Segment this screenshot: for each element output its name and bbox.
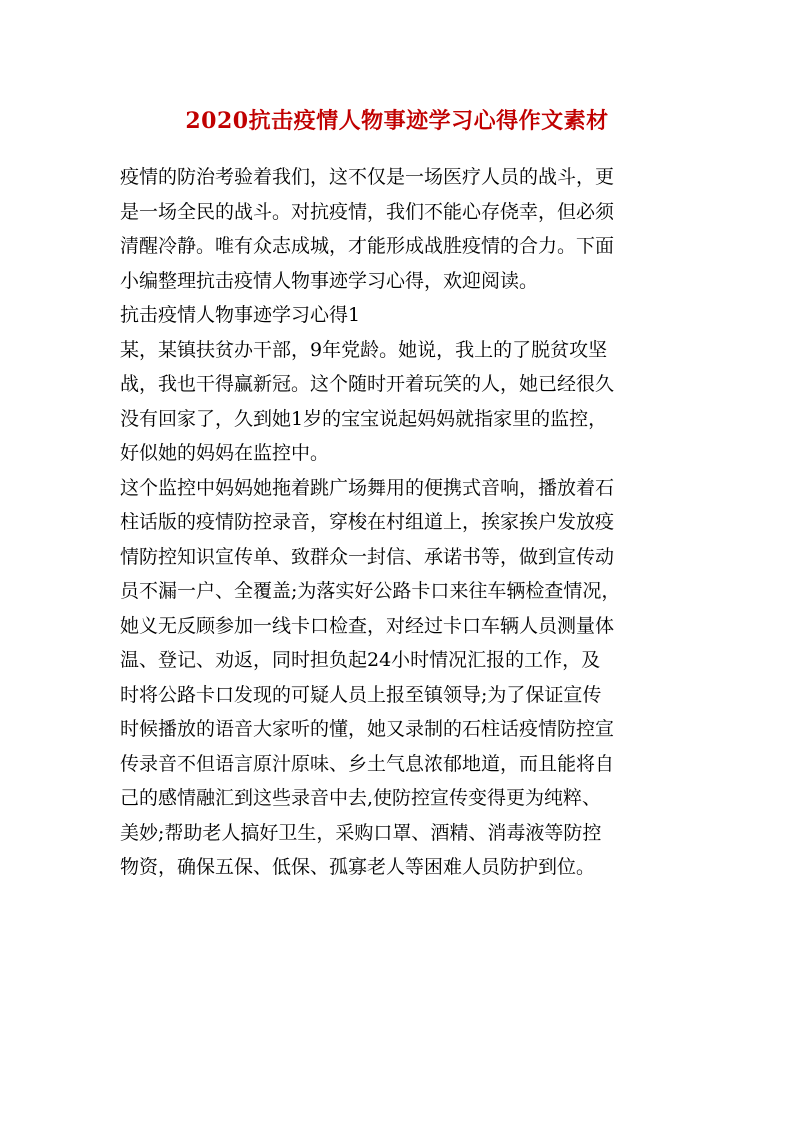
text-line: 她义无反顾参加一线卡口检查，对经过卡口车辆人员测量体: [120, 614, 615, 637]
text-line: 是一场全民的战斗。对抗疫情，我们不能心存侥幸，但必须: [120, 200, 615, 223]
text-line: 疫情的防治考验着我们，这不仅是一场医疗人员的战斗，更: [120, 166, 615, 188]
text-line: 小编整理抗击疫情人物事迹学习心得，欢迎阅读。: [120, 269, 539, 292]
text-line: 时候播放的语音大家听的懂，她又录制的石柱话疫情防控宣: [120, 718, 615, 740]
text-line: 物资，确保五保、低保、孤寡老人等困难人员防护到位。: [120, 856, 596, 878]
text-line: 员不漏一户、全覆盖;为落实好公路卡口来往车辆检查情况，: [120, 580, 621, 602]
text-line: 好似她的妈妈在监控中。: [120, 442, 330, 464]
text-line: 己的感情融汇到这些录音中去,使防控宣传变得更为纯粹、: [120, 787, 602, 809]
text-line: 某，某镇扶贫办干部，9年党龄。她说，我上的了脱贫攻坚: [120, 338, 608, 361]
text-line: 清醒冷静。唯有众志成城，才能形成战胜疫情的合力。下面: [120, 235, 615, 257]
document-title: 2020抗击疫情人物事迹学习心得作文素材: [185, 108, 609, 134]
text-line: 战，我也干得赢新冠。这个随时开着玩笑的人，她已经很久: [120, 373, 615, 395]
text-line: 传录音不但语言原汁原味、乡土气息浓郁地道，而且能将自: [120, 752, 615, 775]
text-line: 柱话版的疫情防控录音，穿梭在村组道上，挨家挨户发放疫: [120, 511, 615, 533]
document-body: [120, 160, 690, 885]
text-line: 时将公路卡口发现的可疑人员上报至镇领导;为了保证宣传: [120, 683, 602, 706]
text-line: 温、登记、劝返，同时担负起24小时情况汇报的工作，及: [120, 649, 601, 671]
text-line: 这个监控中妈妈她拖着跳广场舞用的便携式音响，播放着石: [120, 476, 615, 499]
text-line: 情防控知识宣传单、致群众一封信、承诺书等，做到宣传动: [120, 545, 615, 568]
text-line: 没有回家了，久到她1岁的宝宝说起妈妈就指家里的监控，: [120, 407, 608, 430]
section-heading: 抗击疫情人物事迹学习心得1: [120, 304, 361, 326]
text-line: 美妙;帮助老人搞好卫生，采购口罩、酒精、消毒液等防控: [120, 821, 602, 844]
